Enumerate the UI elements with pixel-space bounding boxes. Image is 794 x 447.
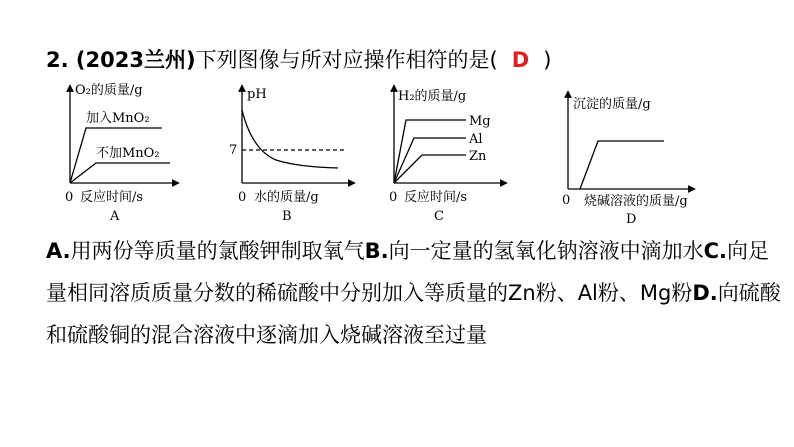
option-letter: B. — [364, 239, 389, 263]
line-label: 不加MnO₂ — [96, 146, 160, 161]
line-label: Mg — [469, 114, 491, 129]
x-axis-label: 烧碱溶液的质量/g — [584, 194, 688, 209]
question-text: 下列图像与所对应操作相符的是( — [195, 48, 498, 72]
series-line — [394, 138, 466, 183]
graph-c — [386, 80, 516, 230]
origin-label: 0 — [389, 190, 398, 205]
origin-label: 0 — [562, 193, 571, 208]
graph-caption: C — [434, 209, 444, 224]
line-label: Al — [469, 132, 483, 147]
graph-d — [550, 86, 730, 236]
graph-caption: A — [110, 209, 120, 224]
graph-a — [60, 80, 180, 230]
line-label: Zn — [469, 149, 487, 164]
question-source: (2023兰州) — [75, 48, 196, 72]
series-curve — [242, 110, 338, 168]
y-axis-label: pH — [247, 87, 267, 102]
options — [46, 230, 781, 356]
option-text: 向硫酸和硫酸铜的混合溶液中逐滴加入烧碱溶液至过量 — [46, 281, 781, 347]
series-line — [70, 163, 170, 183]
y-axis-label: H₂的质量/g — [398, 89, 467, 104]
origin-label: 0 — [65, 190, 74, 205]
x-axis-label: 反应时间/s — [404, 190, 468, 205]
question-stem — [46, 44, 551, 74]
option-letter: A. — [46, 239, 71, 263]
series-line — [580, 141, 664, 189]
question-number: 2. — [46, 48, 69, 72]
x-axis-label: 反应时间/s — [80, 190, 144, 205]
option-text: 向足量相同溶质质量分数的稀硫酸中分别加入等质量的Zn粉、Al粉、Mg粉 — [46, 239, 769, 305]
graph-caption: B — [282, 209, 292, 224]
x-axis-label: 水的质量/g — [254, 190, 319, 205]
option-letter: D. — [692, 281, 718, 305]
series-line — [394, 120, 466, 183]
option-text: 向一定量的氢氧化钠溶液中滴加水 — [388, 239, 704, 263]
y-axis-label: O₂的质量/g — [75, 83, 143, 98]
option-text: 用两份等质量的氯酸钾制取氧气 — [70, 239, 365, 263]
graph-b — [226, 80, 356, 230]
y-axis-label: 沉淀的质量/g — [573, 97, 651, 112]
y-tick-label: 7 — [229, 143, 238, 158]
option-letter: C. — [703, 239, 727, 263]
question-close: ) — [543, 48, 552, 72]
answer-mark: D — [511, 48, 530, 72]
line-label: 加入MnO₂ — [86, 111, 150, 126]
graph-caption: D — [626, 212, 637, 227]
origin-label: 0 — [238, 190, 247, 205]
